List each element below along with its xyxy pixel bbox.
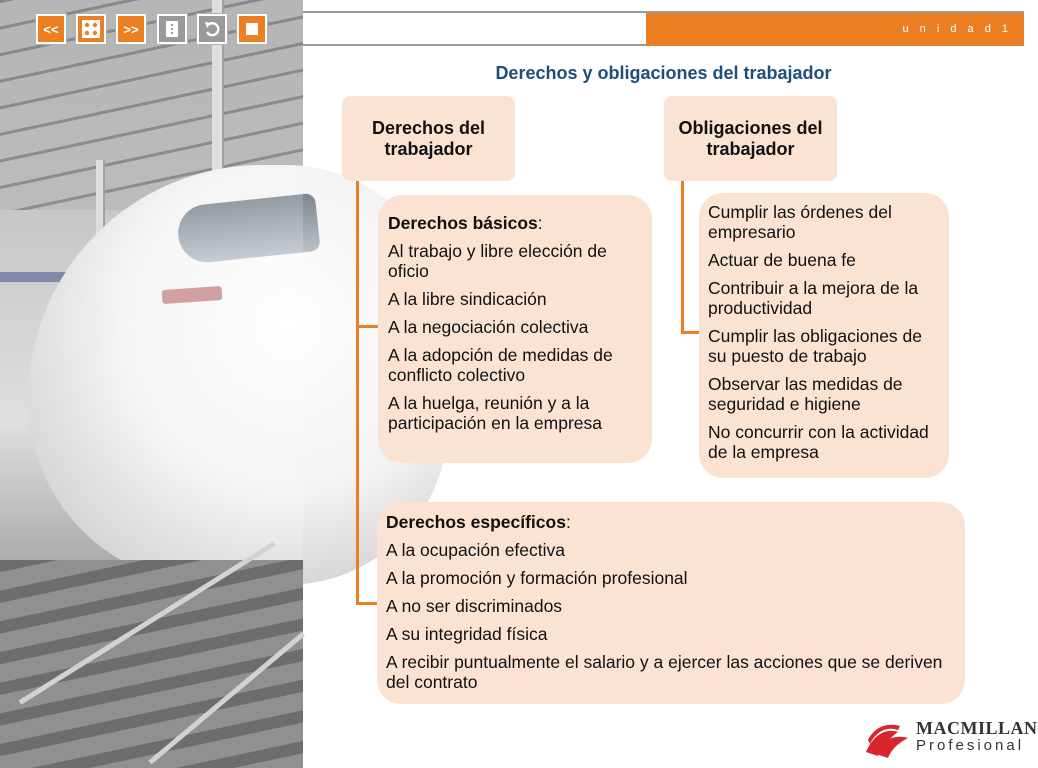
logo-subbrand: Profesional: [916, 737, 1025, 754]
list-icon: [164, 20, 180, 38]
page-title: Derechos y obligaciones del trabajador: [495, 63, 832, 83]
obligaciones-connector-vertical: [681, 181, 684, 333]
obligaciones-item: No concurrir con la actividad de la empresa: [708, 422, 929, 462]
unit-bar: [646, 13, 1024, 46]
next-button[interactable]: [116, 14, 146, 44]
logo-brand: MACMILLAN: [916, 718, 1038, 738]
especificos-item: A su integridad física: [386, 624, 548, 644]
basicos-item: A la adopción de medidas de conflicto colectivo: [388, 345, 613, 385]
basicos-heading: Derechos básicos:: [388, 213, 543, 233]
derechos-tab: [342, 96, 515, 181]
especificos-item: A la ocupación efectiva: [386, 540, 566, 560]
obligaciones-item: Actuar de buena fe: [708, 250, 856, 270]
photo-overlay: [0, 0, 303, 768]
especificos-item: A la promoción y formación profesional: [386, 568, 688, 588]
basicos-connector: [356, 325, 378, 328]
basicos-item: A la libre sindicación: [388, 289, 547, 309]
obligaciones-tab: [664, 96, 837, 181]
previous-button[interactable]: [36, 14, 66, 44]
header-blank-bar: [303, 13, 646, 46]
train-photo: [0, 0, 303, 768]
undo-icon: [202, 19, 222, 39]
basicos-item: Al trabajo y libre elección de oficio: [388, 241, 607, 281]
derechos-especificos-box: [377, 502, 965, 704]
derechos-connector-vertical: [356, 181, 359, 604]
basicos-item: A la negociación colectiva: [388, 317, 589, 337]
unit-label: u n i d a d 1: [902, 23, 1012, 35]
especificos-heading: Derechos específicos:: [386, 512, 571, 532]
outline-button[interactable]: [157, 14, 187, 44]
grid-icon: [81, 19, 101, 39]
obligaciones-item: Cumplir las obligaciones de su puesto de trabajo: [708, 326, 922, 366]
obligaciones-tab-label: Obligaciones del trabajador: [678, 117, 823, 159]
especificos-item: A recibir puntualmente el salario y a ejercer las acciones que se deriven del contrato: [386, 652, 943, 692]
stop-button[interactable]: [237, 14, 267, 44]
next-label: >>: [123, 21, 139, 37]
back-button[interactable]: [197, 14, 227, 44]
especificos-item: A no ser discriminados: [386, 596, 563, 616]
obligaciones-item: Contribuir a la mejora de la productividad: [708, 278, 919, 318]
basicos-item: A la huelga, reunión y a la participación en la empresa: [388, 393, 603, 433]
index-button[interactable]: [76, 14, 106, 44]
obligaciones-box: [699, 193, 949, 478]
obligaciones-item: Cumplir las órdenes del empresario: [708, 202, 892, 242]
derechos-tab-label: Derechos del trabajador: [371, 117, 486, 159]
stop-icon: [245, 22, 259, 36]
obligaciones-item: Observar las medidas de seguridad e higiene: [708, 374, 903, 414]
previous-label: <<: [43, 21, 59, 37]
derechos-basicos-box: [378, 195, 652, 463]
obligaciones-connector: [681, 331, 700, 334]
especificos-connector: [356, 602, 378, 605]
